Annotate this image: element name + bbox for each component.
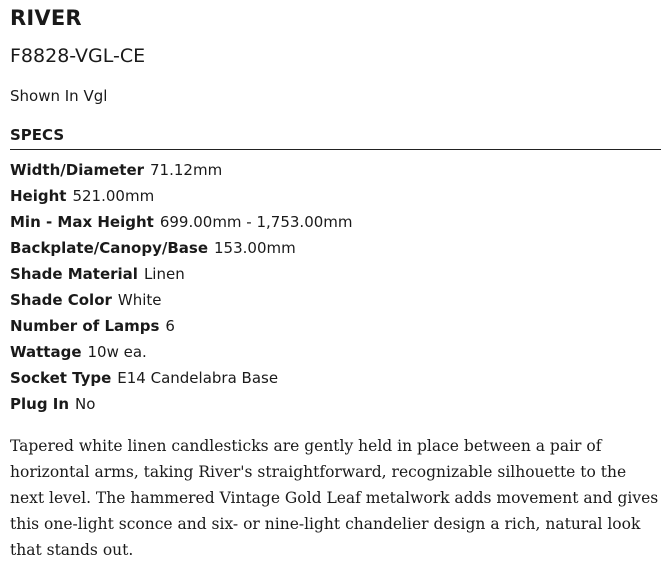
spec-value: 71.12mm: [150, 161, 223, 179]
spec-label: Backplate/Canopy/Base: [10, 239, 209, 257]
spec-value: E14 Candelabra Base: [117, 369, 279, 387]
spec-value: Linen: [143, 265, 185, 283]
spec-value: 699.00mm - 1,753.00mm: [159, 213, 353, 231]
spec-row-backplate: [10, 235, 660, 261]
spec-row-height: [10, 183, 660, 209]
spec-value: 6: [165, 317, 175, 335]
spec-label: Wattage: [10, 343, 82, 361]
spec-row-socket-type: [10, 365, 660, 391]
spec-row-shade-material: [10, 261, 660, 287]
product-title: RIVER: [10, 6, 82, 30]
spec-row-shade-color: [10, 287, 660, 313]
spec-row-min-max-height: [10, 209, 660, 235]
spec-label: Width/Diameter: [10, 161, 145, 179]
spec-row-number-of-lamps: [10, 313, 660, 339]
spec-label: Min - Max Height: [10, 213, 154, 231]
shown-in-finish: Shown In Vgl: [10, 87, 108, 105]
specs-heading: SPECS: [10, 126, 65, 144]
spec-label: Shade Material: [10, 265, 138, 283]
spec-value: 521.00mm: [72, 187, 155, 205]
spec-row-wattage: [10, 339, 660, 365]
spec-list: [10, 157, 660, 417]
spec-label: Height: [10, 187, 67, 205]
spec-value: 153.00mm: [214, 239, 296, 257]
spec-value: White: [117, 291, 162, 309]
specs-divider: [10, 149, 661, 150]
spec-label: Socket Type: [10, 369, 112, 387]
spec-value: No: [75, 395, 96, 413]
spec-label: Plug In: [10, 395, 70, 413]
spec-row-width: [10, 157, 660, 183]
product-description: Tapered white linen candlesticks are gently held in place between a pair of horizontal arms, taking River's straightforward, recognizable silhouette to the next level. The hammered Vintage Gold Leaf metalwork adds movement and gives this one-light sconce and six- or nine-light chandelier design a rich, natural look that stands out.: [10, 437, 659, 559]
spec-value: 10w ea.: [87, 343, 147, 361]
spec-label: Number of Lamps: [10, 317, 160, 335]
spec-label: Shade Color: [10, 291, 112, 309]
product-sku: F8828-VGL-CE: [10, 45, 146, 67]
spec-row-plug-in: [10, 391, 660, 417]
